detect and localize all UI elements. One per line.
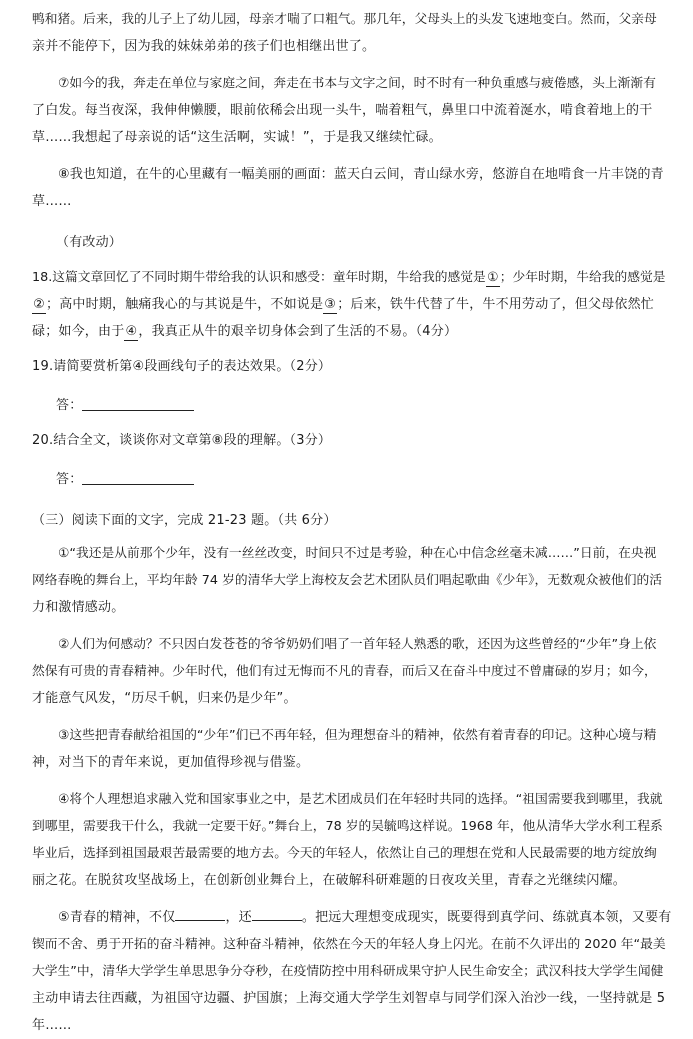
text-line: 神，对当下的青年来说，更加值得珍视与借鉴。 — [32, 755, 310, 770]
answer-label: 答： — [56, 398, 83, 413]
text-line: 才能意气风发，“历尽千帆，归来仍是少年”。 — [32, 691, 297, 706]
q18-text: ；少年时期，牛给我的感觉是 — [499, 270, 666, 285]
text-line: 毕业后，选择到祖国最艰苦最需要的地方去。今天的年轻人，依然让自己的理想在党和人民最需要的地方绽放绚 — [32, 846, 657, 861]
paragraph-8 — [32, 161, 673, 215]
answer-row-19 — [32, 392, 673, 419]
passage-paragraph-2 — [32, 631, 673, 712]
text-line: 锲而不舍、勇于开拓的奋斗精神。这种奋斗精神，依然在今天的年轻人身上闪光。在前不久评出的 2020 年“最美 — [32, 937, 666, 952]
q18-text: ，我真正从牛的艰辛切身体会到了生活的不易。（4分） — [138, 324, 458, 339]
answer-blank-4[interactable]: ④ — [125, 324, 138, 339]
source-note: （有改动） — [56, 235, 123, 250]
passage-paragraph-1 — [32, 540, 673, 621]
p5-text: ⑤青春的精神，不仅 — [58, 910, 176, 925]
question-19: 19.请简要赏析第④段画线句子的表达效果。（2分） — [32, 359, 332, 374]
text-line: 力和激情感动。 — [32, 600, 125, 615]
text-line: 然保有可贵的青春精神。少年时代，他们有过无悔而不凡的青春，而后又在奋斗中度过不曾庸碌的岁月；如今， — [32, 664, 657, 679]
text-line: 丽之花。在脱贫攻坚战场上，在创新创业舞台上，在破解科研难题的日夜攻关里，青春之光继续闪耀。 — [32, 873, 627, 888]
p5-text: ，还 — [225, 910, 252, 925]
answer-blank-2[interactable]: ② — [33, 297, 45, 312]
q18-text: 碌；如今，由于 — [32, 324, 125, 339]
text-line: ④将个人理想追求融入党和国家事业之中，是艺术团成员们在年轻时共同的选择。“祖国需要我到哪里，我就 — [58, 792, 663, 807]
text-line — [32, 904, 673, 931]
text-line: 鸭和猪。后来，我的儿子上了幼儿园，母亲才喘了口粗气。那几年，父母头上的头发飞速地变白。然而，父亲母 — [32, 12, 657, 27]
passage-paragraph-4 — [32, 786, 673, 894]
answer-row-20 — [32, 466, 673, 493]
text-line: 到哪里，需要我干什么，我就一定要干好。”舞台上，78 岁的吴毓鸣这样说。1968 年，他从清华大学水利工程系 — [32, 819, 663, 834]
question-20: 20.结合全文，谈谈你对文章第⑧段的理解。（3分） — [32, 433, 332, 448]
text-line: 年…… — [32, 1018, 72, 1033]
q18-text: 18.这篇文章回忆了不同时期牛带给我的认识和感受：童年时期，牛给我的感觉是 — [32, 270, 486, 285]
fill-blank[interactable] — [252, 920, 302, 921]
q18-text: ；后来，铁牛代替了牛，牛不用劳动了，但父母依然忙 — [337, 297, 655, 312]
answer-line[interactable] — [82, 396, 194, 411]
text-line: 大学生”中，清华大学学生单思思争分夺秒，在疫情防控中用科研成果守护人民生命安全；武汉科技大学学生闻健 — [32, 964, 664, 979]
answer-blank-1[interactable]: ① — [487, 270, 499, 285]
text-line: ⑦如今的我，奔走在单位与家庭之间，奔走在书本与文字之间，时不时有一种负重感与疲倦感，头上渐渐有 — [58, 76, 656, 91]
p5-text: 。把远大理想变成现实，既要得到真学问、练就真本领，又要有 — [301, 910, 672, 925]
text-line: 草……我想起了母亲说的话“这生活啊，实诚！”，于是我又继续忙碌。 — [32, 130, 442, 145]
text-line: 主动申请去往西藏，为祖国守边疆、护国旗；上海交通大学学生刘智卓与同学们深入治沙一线，一坚持就是 5 — [32, 991, 666, 1006]
q18-text: ；高中时期，触痛我心的与其说是牛，不如说是 — [46, 297, 324, 312]
paragraph-7 — [32, 70, 673, 151]
text-line: 网络春晚的舞台上，平均年龄 74 岁的清华大学上海校友会艺术团队员们唱起歌曲《少年》，无数观众被他们的活 — [32, 573, 662, 588]
text-line: 亲并不能停下，因为我的妹妹弟弟的孩子们也相继出世了。 — [32, 39, 376, 54]
question-18 — [32, 264, 673, 345]
answer-blank-3[interactable]: ③ — [324, 297, 337, 312]
text-line: ②人们为何感动？不只因白发苍苍的爷爷奶奶们唱了一首年轻人熟悉的歌，还因为这些曾经的“少年”身上依 — [58, 637, 657, 652]
text-line: ⑧我也知道，在牛的心里藏有一幅美丽的画面：蓝天白云间，青山绿水旁，悠游自在地啃食一片丰饶的青 — [58, 167, 664, 182]
fill-blank[interactable] — [175, 920, 225, 921]
answer-line[interactable] — [82, 470, 194, 485]
text-line: 草…… — [32, 194, 72, 209]
text-line: ①“我还是从前那个少年，没有一丝丝改变，时间只不过是考验，种在心中信念丝毫未减……”日前，在央视 — [58, 546, 657, 561]
text-line — [32, 264, 673, 291]
text-line: ③这些把青春献给祖国的“少年”们已不再年轻，但为理想奋斗的精神，依然有着青春的印记。这种心境与精 — [58, 728, 657, 743]
text-line — [32, 318, 673, 345]
text-line: 了白发。每当夜深，我伸伸懒腰，眼前依稀会出现一头牛，喘着粗气，鼻里口中流着涎水，啃食着地上的干 — [32, 103, 653, 118]
passage-paragraph-5 — [32, 904, 673, 1039]
passage-paragraph-3 — [32, 722, 673, 776]
section-heading: （三）阅读下面的文字，完成 21-23 题。（共 6分） — [32, 513, 337, 528]
text-line — [32, 291, 673, 318]
answer-label: 答： — [56, 472, 83, 487]
